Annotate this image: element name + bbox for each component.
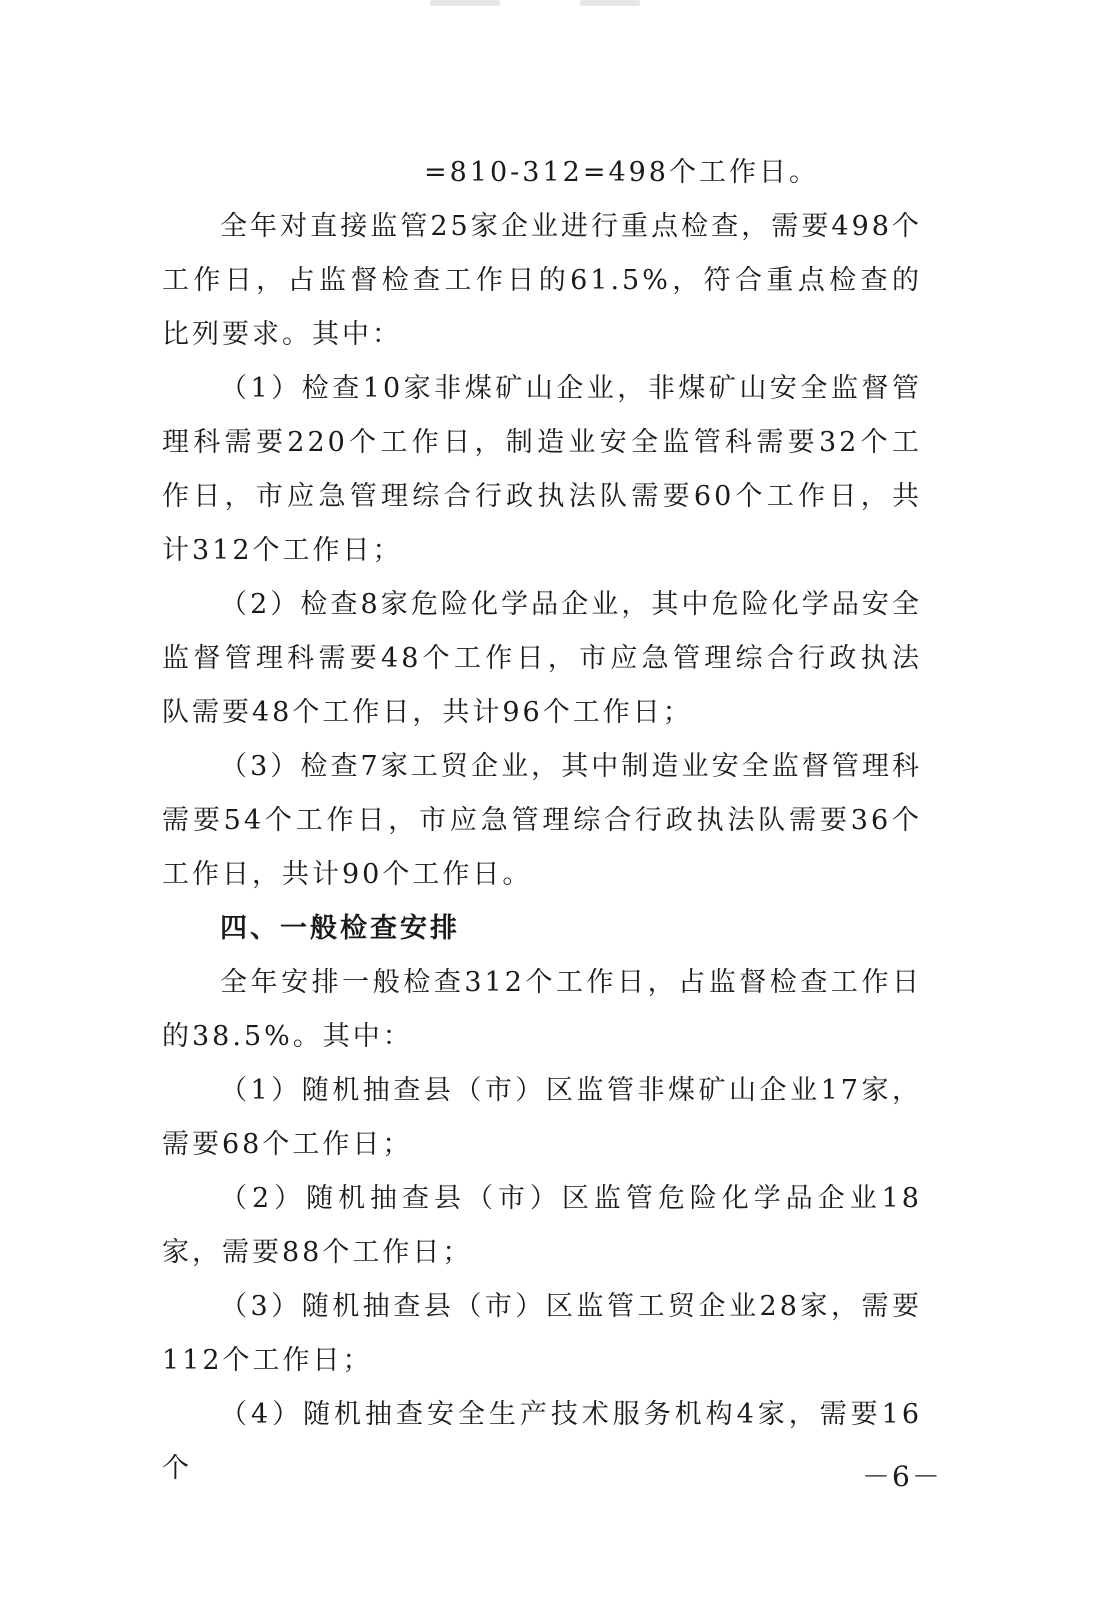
key-item-3: （3）检查7家工贸企业，其中制造业安全监督管理科需要54个工作日，市应急管理综合行政执法队需要36个工作日，共计90个工作日。 — [162, 751, 922, 890]
key-item-1: （1）检查10家非煤矿山企业，非煤矿山安全监督管理科需要220个工作日，制造业安全监管科需要32个工作日，市应急管理综合行政执法队需要60个工作日，共计312个工作日； — [162, 373, 922, 566]
general-item-4: （4）随机抽查安全生产技术服务机构4家，需要16个 — [162, 1399, 922, 1484]
key-item-2: （2）检查8家危险化学品企业，其中危险化学品安全监督管理科需要48个工作日，市应急管理综合行政执法队需要48个工作日，共计96个工作日； — [162, 589, 922, 728]
general-item-2: （2）随机抽查县（市）区监管危险化学品企业18家，需要88个工作日； — [162, 1183, 922, 1268]
scan-artifact — [580, 0, 640, 6]
calculation-line: =810-312=498个工作日。 — [424, 157, 819, 188]
page-number: －6－ — [862, 1460, 942, 1493]
general-item-3: （3）随机抽查县（市）区监管工贸企业28家，需要112个工作日； — [162, 1291, 922, 1376]
document-body — [162, 146, 922, 1496]
section-heading: 四、一般检查安排 — [220, 913, 460, 944]
scan-artifact — [430, 0, 500, 6]
general-inspection-summary: 全年安排一般检查312个工作日，占监督检查工作日的38.5%。其中： — [162, 967, 922, 1052]
key-inspection-summary: 全年对直接监管25家企业进行重点检查，需要498个工作日，占监督检查工作日的61.5%，符合重点检查的比列要求。其中： — [162, 211, 922, 350]
general-item-1: （1）随机抽查县（市）区监管非煤矿山企业17家，需要68个工作日； — [162, 1075, 922, 1160]
